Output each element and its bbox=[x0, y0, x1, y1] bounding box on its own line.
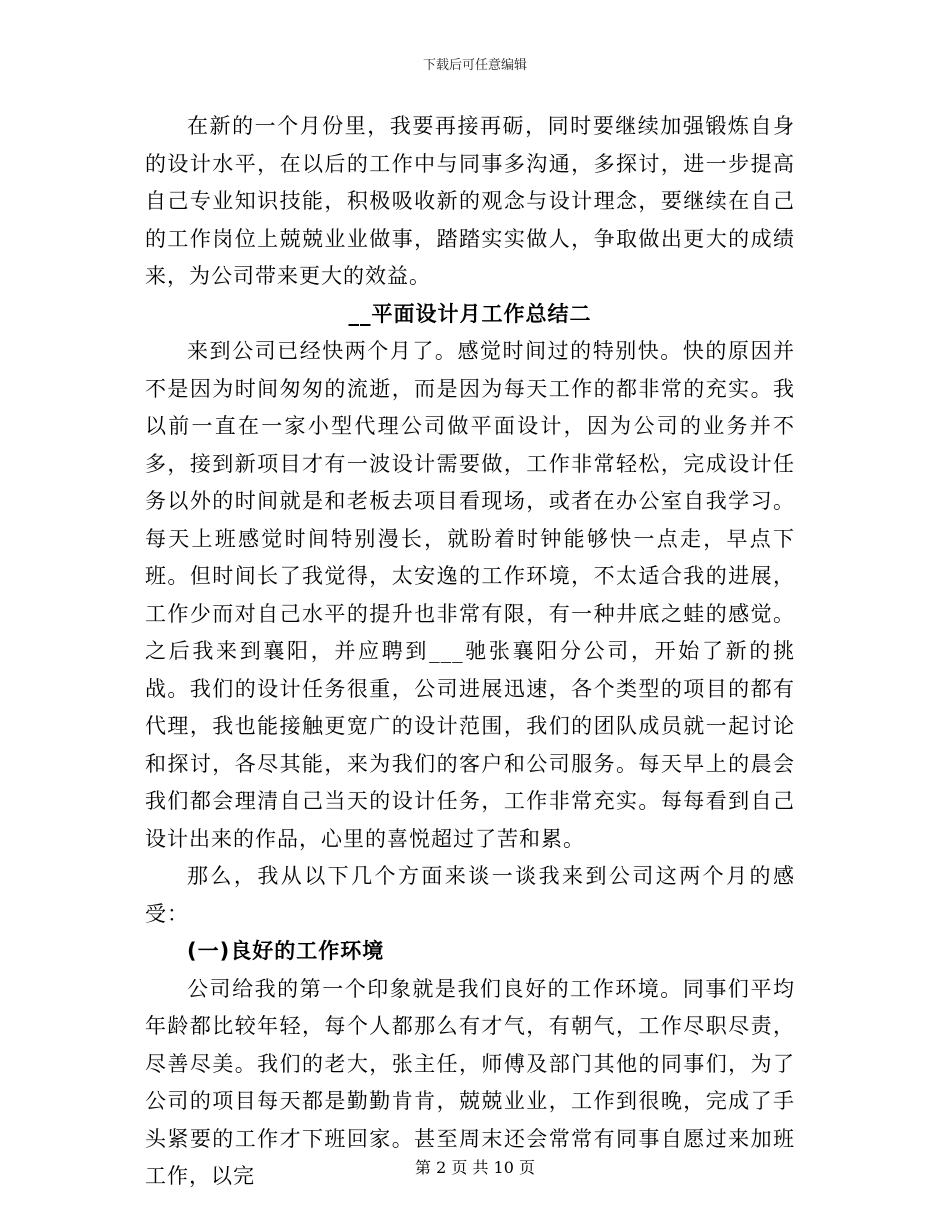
paragraph-1: 来到公司已经快两个月了。感觉时间过的特别快。快的原因并不是因为时间匆匆的流逝，而是因为每天工作的都非常的充实。我以前一直在一家小型代理公司做平面设计，因为公司的业务并不多，接到新项目才有一波设计需要做，工作非常轻松，完成设计任务以外的时间就是和老板去项目看现场，或者在办公室自我学习。每天上班感觉时间特别漫长，就盼着时钟能够快一点走，早点下班。但时间长了我觉得，太安逸的工作环境，不太适合我的进展，工作少而对自己水平的提升也非常有限，有一种井底之蛙的感觉。之后我来到襄阳，并应聘到___驰张襄阳分公司，开始了新的挑战。我们的设计任务很重，公司进展迅速，各个类型的项目的都有代理，我也能接触更宽广的设计范围，我们的团队成员就一起讨论和探讨，各尽其能，来为我们的客户和公司服务。每天早上的晨会我们都会理清自己当天的设计任务，工作非常充实。每每看到自己设计出来的作品，心里的喜悦超过了苦和累。 bbox=[145, 339, 795, 851]
subheading-1: (一)良好的工作环境 bbox=[187, 939, 385, 963]
document-body bbox=[145, 108, 795, 1196]
page-footer: 第 2 页 共 10 页 bbox=[415, 1158, 535, 1177]
paragraph-3: 公司给我的第一个印象就是我们良好的工作环境。同事们平均年龄都比较年轻，每个人都那么有才气，有朝气，工作尽职尽责，尽善尽美。我们的老大，张主任，师傅及部门其他的同事们，为了公司的项目每天都是勤勤肯肯，兢兢业业，工作到很晚，完成了手头紧要的工作才下班回家。甚至周末还会常常有同事自愿过来加班工作，以完 bbox=[145, 976, 795, 1188]
paragraph-intro: 在新的一个月份里，我要再接再砺，同时要继续加强锻炼自身的设计水平，在以后的工作中与同事多沟通，多探讨，进一步提高自己专业知识技能，积极吸收新的观念与设计理念，要继续在自己的工作岗位上兢兢业业做事，踏踏实实做人，争取做出更大的成绩来，为公司带来更大的效益。 bbox=[145, 114, 795, 288]
paragraph-2: 那么，我从以下几个方面来谈一谈我来到公司这两个月的感受： bbox=[145, 864, 795, 926]
header-note: 下载后可任意编辑 bbox=[422, 58, 527, 73]
section-title: __平面设计月工作总结二 bbox=[348, 301, 592, 326]
